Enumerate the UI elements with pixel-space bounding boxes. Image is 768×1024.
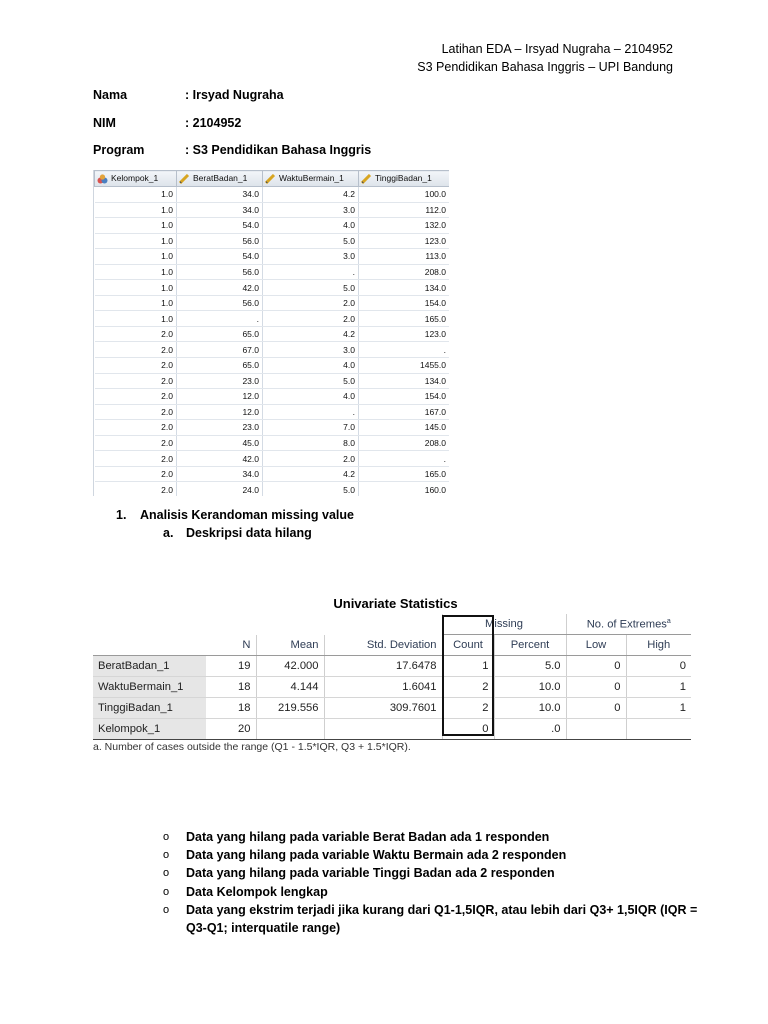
data-cell[interactable]: 2.0	[95, 404, 177, 420]
stat-row-label: WaktuBermain_1	[93, 677, 206, 698]
data-cell[interactable]: 2.0	[95, 358, 177, 374]
column-header-kelompok[interactable]	[95, 171, 177, 187]
info-value: : S3 Pendidikan Bahasa Inggris	[185, 143, 372, 157]
data-cell[interactable]: 65.0	[177, 358, 263, 374]
data-row	[95, 249, 450, 265]
stat-cell: 1	[626, 698, 691, 719]
data-row	[95, 187, 450, 203]
data-cell[interactable]: 4.2	[263, 466, 359, 482]
findings-list	[163, 828, 703, 937]
data-row	[95, 373, 450, 389]
data-cell[interactable]: 45.0	[177, 435, 263, 451]
section-title: Analisis Kerandoman missing value	[140, 508, 354, 522]
list-item	[163, 828, 703, 846]
bullet-marker: o	[163, 903, 170, 916]
stat-cell	[324, 719, 442, 740]
data-cell[interactable]: 123.0	[359, 326, 450, 342]
data-row	[95, 389, 450, 405]
data-cell[interactable]: 2.0	[95, 389, 177, 405]
data-cell[interactable]: 56.0	[177, 264, 263, 280]
info-value: : 2104952	[185, 116, 242, 130]
data-cell[interactable]: 167.0	[359, 404, 450, 420]
data-row	[95, 451, 450, 467]
data-row	[95, 202, 450, 218]
bullet-marker: o	[163, 867, 170, 880]
stat-cell: 42.000	[256, 656, 324, 677]
header-percent: Percent	[494, 635, 566, 656]
bullet-marker: o	[163, 831, 170, 843]
data-row	[95, 342, 450, 358]
bullet-marker: o	[163, 849, 170, 862]
data-cell[interactable]: 42.0	[177, 280, 263, 296]
data-cell[interactable]: 160.0	[359, 482, 450, 496]
data-cell[interactable]: 2.0	[263, 451, 359, 467]
stat-cell: 0	[566, 677, 626, 698]
info-label: Nama	[93, 88, 128, 102]
data-cell[interactable]: 5.0	[263, 482, 359, 496]
stat-cell: 10.0	[494, 698, 566, 719]
column-header-waktubermain[interactable]	[263, 171, 359, 187]
header-std-deviation: Std. Deviation	[324, 635, 442, 656]
stat-cell: 2	[442, 698, 494, 719]
data-cell[interactable]: 3.0	[263, 342, 359, 358]
data-cell[interactable]: 34.0	[177, 466, 263, 482]
data-cell[interactable]: 2.0	[95, 482, 177, 496]
data-cell[interactable]: 23.0	[177, 373, 263, 389]
data-cell[interactable]: 1.0	[95, 233, 177, 249]
stat-row-label: BeratBadan_1	[93, 656, 206, 677]
data-cell[interactable]: 5.0	[263, 233, 359, 249]
data-cell[interactable]: 2.0	[95, 373, 177, 389]
stat-row	[93, 719, 691, 740]
data-cell[interactable]: .	[263, 264, 359, 280]
data-cell[interactable]: 2.0	[95, 420, 177, 436]
data-cell[interactable]: 154.0	[359, 389, 450, 405]
column-header-tinggibadan[interactable]	[359, 171, 450, 187]
data-row	[95, 233, 450, 249]
data-cell[interactable]: 132.0	[359, 218, 450, 234]
data-row	[95, 404, 450, 420]
data-cell[interactable]: 4.0	[263, 218, 359, 234]
data-cell[interactable]: 100.0	[359, 187, 450, 203]
info-label: Program	[93, 143, 145, 157]
stat-cell: 1	[626, 677, 691, 698]
list-item-text: Data Kelompok lengkap	[186, 884, 328, 899]
subsection-letter: a.	[163, 526, 174, 540]
scale-variable-icon	[265, 174, 276, 184]
scale-variable-icon	[179, 174, 190, 184]
data-cell[interactable]: 208.0	[359, 264, 450, 280]
univariate-body	[93, 656, 691, 740]
data-cell[interactable]: 1.0	[95, 249, 177, 265]
data-cell[interactable]: 1.0	[95, 264, 177, 280]
data-cell[interactable]: 2.0	[95, 435, 177, 451]
stat-cell: 4.144	[256, 677, 324, 698]
data-cell[interactable]: 1.0	[95, 202, 177, 218]
missing-group-header: Missing	[442, 614, 566, 635]
stat-row-label: Kelompok_1	[93, 719, 206, 740]
stat-cell	[256, 719, 324, 740]
data-cell[interactable]: 1.0	[95, 218, 177, 234]
data-cell[interactable]: 12.0	[177, 404, 263, 420]
stat-cell	[566, 719, 626, 740]
data-cell[interactable]: 4.0	[263, 358, 359, 374]
header-title: Latihan EDA – Irsyad Nugraha – 2104952	[441, 42, 673, 56]
stat-cell: 309.7601	[324, 698, 442, 719]
column-header-label: BeratBadan_1	[193, 173, 248, 184]
list-item	[163, 846, 703, 864]
data-row	[95, 264, 450, 280]
data-cell[interactable]: 1.0	[95, 311, 177, 327]
data-row	[95, 420, 450, 436]
header-high: High	[626, 635, 691, 656]
data-cell[interactable]: 5.0	[263, 373, 359, 389]
list-item	[163, 883, 703, 901]
data-row	[95, 482, 450, 496]
data-cell[interactable]: 54.0	[177, 249, 263, 265]
data-cell[interactable]: 34.0	[177, 187, 263, 203]
data-cell[interactable]: 54.0	[177, 218, 263, 234]
stat-row	[93, 677, 691, 698]
subsection-title: Deskripsi data hilang	[186, 526, 312, 540]
stat-cell: 0	[442, 719, 494, 740]
header-count: Count	[442, 635, 494, 656]
data-cell[interactable]: 7.0	[263, 420, 359, 436]
stat-cell: 1	[442, 656, 494, 677]
stat-cell: 219.556	[256, 698, 324, 719]
data-cell[interactable]: 12.0	[177, 389, 263, 405]
data-cell[interactable]: 4.2	[263, 187, 359, 203]
data-cell[interactable]: 4.2	[263, 326, 359, 342]
data-cell[interactable]: 34.0	[177, 202, 263, 218]
stat-cell: 5.0	[494, 656, 566, 677]
stat-cell: 17.6478	[324, 656, 442, 677]
nominal-variable-icon	[97, 174, 108, 184]
column-header-label: Kelompok_1	[111, 173, 159, 184]
data-view-header-row	[95, 171, 450, 187]
data-row	[95, 311, 450, 327]
footnote-marker: a	[666, 617, 671, 625]
stat-cell	[626, 719, 691, 740]
column-header-beratbadan[interactable]	[177, 171, 263, 187]
data-row	[95, 466, 450, 482]
univariate-statistics-table	[93, 614, 691, 740]
data-row	[95, 358, 450, 374]
data-cell[interactable]: 3.0	[263, 249, 359, 265]
section-number: 1.	[116, 508, 127, 522]
data-cell[interactable]: 2.0	[95, 466, 177, 482]
data-cell[interactable]: .	[359, 451, 450, 467]
stat-cell: 0	[626, 656, 691, 677]
data-cell[interactable]: 1455.0	[359, 358, 450, 374]
spss-data-view	[93, 170, 449, 496]
data-row	[95, 326, 450, 342]
extremes-group-label: No. of Extremes	[586, 618, 667, 631]
list-item	[163, 864, 703, 882]
data-cell[interactable]: 134.0	[359, 373, 450, 389]
data-row	[95, 218, 450, 234]
header-subtitle: S3 Pendidikan Bahasa Inggris – UPI Bandung	[417, 60, 673, 74]
data-cell[interactable]: 123.0	[359, 233, 450, 249]
data-cell[interactable]: 2.0	[95, 326, 177, 342]
data-cell[interactable]: 165.0	[359, 311, 450, 327]
data-cell[interactable]: 3.0	[263, 202, 359, 218]
data-cell[interactable]: 5.0	[263, 280, 359, 296]
data-cell[interactable]: 4.0	[263, 389, 359, 405]
header-mean: Mean	[256, 635, 324, 656]
data-cell[interactable]: .	[177, 311, 263, 327]
data-cell[interactable]: 113.0	[359, 249, 450, 265]
data-cell[interactable]: 208.0	[359, 435, 450, 451]
column-header-label: TinggiBadan_1	[375, 173, 432, 184]
info-label: NIM	[93, 116, 116, 130]
data-row	[95, 435, 450, 451]
data-cell[interactable]: .	[263, 404, 359, 420]
bullet-marker: o	[163, 885, 170, 898]
data-cell[interactable]: 8.0	[263, 435, 359, 451]
table-footnote: a. Number of cases outside the range (Q1 - 1.5*IQR, Q3 + 1.5*IQR).	[93, 741, 411, 753]
stat-cell: 18	[206, 698, 256, 719]
data-cell[interactable]: 2.0	[95, 342, 177, 358]
data-cell[interactable]: 2.0	[263, 311, 359, 327]
data-cell[interactable]: 67.0	[177, 342, 263, 358]
data-cell[interactable]: 2.0	[263, 295, 359, 311]
list-item-text: Data yang ekstrim terjadi jika kurang dari Q1-1,5IQR, atau lebih dari Q3+ 1,5IQR (IQR = Q3-Q1; interquatile range)	[186, 902, 698, 936]
data-cell[interactable]: 145.0	[359, 420, 450, 436]
data-cell[interactable]: 1.0	[95, 187, 177, 203]
list-item-text: Data yang hilang pada variable Berat Badan ada 1 responden	[186, 830, 550, 844]
stat-cell: 18	[206, 677, 256, 698]
header-n: N	[206, 635, 256, 656]
stat-cell: 1.6041	[324, 677, 442, 698]
stat-row-label: TinggiBadan_1	[93, 698, 206, 719]
data-cell[interactable]: 23.0	[177, 420, 263, 436]
data-cell[interactable]: 134.0	[359, 280, 450, 296]
data-cell[interactable]: 2.0	[95, 451, 177, 467]
extremes-group-header	[566, 614, 691, 635]
stat-cell: 0	[566, 656, 626, 677]
stat-cell: 0	[566, 698, 626, 719]
data-row	[95, 295, 450, 311]
list-item-text: Data yang hilang pada variable Tinggi Badan ada 2 responden	[186, 866, 555, 881]
univariate-title: Univariate Statistics	[333, 596, 458, 611]
data-cell[interactable]: 1.0	[95, 280, 177, 296]
data-cell[interactable]: 24.0	[177, 482, 263, 496]
list-item-text: Data yang hilang pada variable Waktu Bermain ada 2 responden	[186, 848, 567, 863]
stat-row	[93, 656, 691, 677]
data-cell[interactable]: 154.0	[359, 295, 450, 311]
data-view-table	[94, 170, 449, 496]
stat-cell: 2	[442, 677, 494, 698]
stat-cell: 20	[206, 719, 256, 740]
data-row	[95, 280, 450, 296]
column-header-label: WaktuBermain_1	[279, 173, 344, 184]
data-cell[interactable]: 112.0	[359, 202, 450, 218]
stat-cell: .0	[494, 719, 566, 740]
data-cell[interactable]: 56.0	[177, 233, 263, 249]
header-low: Low	[566, 635, 626, 656]
info-value: : Irsyad Nugraha	[185, 88, 284, 102]
stat-cell: 10.0	[494, 677, 566, 698]
data-cell[interactable]: .	[359, 342, 450, 358]
column-header-row	[93, 635, 691, 656]
list-item	[163, 901, 703, 937]
data-cell[interactable]: 56.0	[177, 295, 263, 311]
stat-cell: 19	[206, 656, 256, 677]
data-cell[interactable]: 65.0	[177, 326, 263, 342]
stat-row	[93, 698, 691, 719]
data-cell[interactable]: 42.0	[177, 451, 263, 467]
data-cell[interactable]: 165.0	[359, 466, 450, 482]
data-cell[interactable]: 1.0	[95, 295, 177, 311]
scale-variable-icon	[361, 174, 372, 184]
group-header-row	[93, 614, 691, 635]
data-view-body	[95, 187, 450, 497]
